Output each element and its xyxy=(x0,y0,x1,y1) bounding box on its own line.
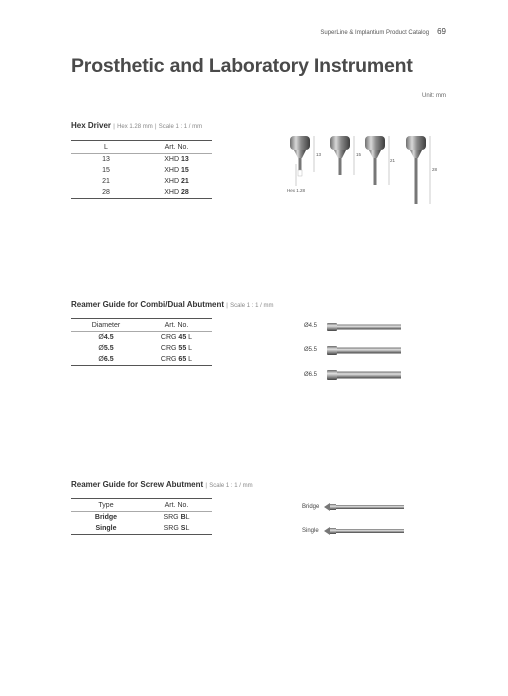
dimension-label: 21 xyxy=(390,158,396,163)
art-code: 15 xyxy=(180,167,189,174)
diameter-cell xyxy=(71,354,141,366)
reamer-combi-heading xyxy=(71,300,273,309)
reamer-combi-table xyxy=(71,318,212,366)
column-header: Art. No. xyxy=(141,319,212,332)
diameter-label: Ø6.5 xyxy=(304,372,318,378)
separator: | xyxy=(205,483,207,489)
reamer-6-5 xyxy=(327,370,401,380)
art-suffix: L xyxy=(185,514,190,521)
separator: | xyxy=(154,124,157,130)
art-no-cell xyxy=(141,523,212,535)
reamer-screw-illustration xyxy=(322,500,407,540)
art-prefix: XHD xyxy=(164,156,180,163)
dimension-label: 15 xyxy=(356,152,362,157)
table-header-row xyxy=(71,141,212,154)
type-value: Single xyxy=(95,525,117,532)
art-code: 55 xyxy=(178,345,187,352)
table-row xyxy=(71,354,212,366)
column-header: Art. No. xyxy=(141,141,212,154)
section-scale: Scale 1 : 1 / mm xyxy=(209,483,253,489)
table-header-row xyxy=(71,499,212,512)
length-cell: 15 xyxy=(102,167,110,174)
reamer-4-5 xyxy=(327,323,401,331)
separator: | xyxy=(113,124,115,130)
section-scale: Scale 1 : 1 / mm xyxy=(230,303,274,309)
art-prefix: SRG xyxy=(163,525,179,532)
diameter-value: 4.5 xyxy=(103,334,114,341)
separator: | xyxy=(226,303,228,309)
dimension-label: 28 xyxy=(432,167,438,172)
art-code: B xyxy=(180,514,186,521)
diameter-cell xyxy=(71,332,141,344)
art-no-cell xyxy=(141,154,212,166)
section-spec: Hex 1.28 mm xyxy=(117,124,153,130)
art-suffix: L xyxy=(185,525,190,532)
driver-28 xyxy=(406,136,426,204)
table-row xyxy=(71,176,212,187)
section-name: Reamer Guide for Combi/Dual Abutment xyxy=(71,300,225,309)
table-row xyxy=(71,512,212,524)
art-no-cell xyxy=(141,332,212,344)
hex-driver-heading xyxy=(71,121,202,130)
catalog-name: SuperLine & Implantium Product Catalog xyxy=(320,30,430,36)
art-code: 65 xyxy=(178,356,187,363)
reamer-screw-heading xyxy=(71,480,253,489)
diameter-label: Ø4.5 xyxy=(304,323,318,329)
driver-15 xyxy=(330,136,350,175)
table-row xyxy=(71,523,212,535)
diameter-value: 6.5 xyxy=(103,356,114,363)
table-row xyxy=(71,343,212,354)
column-header: Art. No. xyxy=(141,499,212,512)
length-cell: 13 xyxy=(102,156,110,163)
page-number: 69 xyxy=(437,27,446,36)
art-no-cell xyxy=(141,165,212,176)
column-header: Type xyxy=(71,499,141,512)
driver-21 xyxy=(365,136,385,185)
table-row xyxy=(71,154,212,166)
diameter-symbol: Ø xyxy=(98,356,104,363)
hex-driver-illustration xyxy=(280,128,440,218)
type-value: Bridge xyxy=(94,514,118,521)
art-code: 45 xyxy=(178,334,187,341)
art-prefix: SRG xyxy=(163,514,179,521)
art-code: 21 xyxy=(180,178,189,185)
table-row xyxy=(71,187,212,199)
art-code: 28 xyxy=(180,189,189,196)
art-no-cell xyxy=(141,512,212,524)
reamer-5-5 xyxy=(327,346,401,355)
art-prefix: CRG xyxy=(160,356,177,363)
diameter-symbol: Ø xyxy=(98,334,104,341)
table-row xyxy=(71,332,212,344)
diameter-label: Ø5.5 xyxy=(304,347,318,353)
page-title: Prosthetic and Laboratory Instrument xyxy=(71,55,413,77)
diameter-symbol: Ø xyxy=(98,345,104,352)
section-name: Hex Driver xyxy=(71,121,112,130)
art-code: 13 xyxy=(180,156,189,163)
column-header: L xyxy=(71,141,141,154)
art-suffix: L xyxy=(188,345,193,352)
art-prefix: XHD xyxy=(164,178,180,185)
section-name: Reamer Guide for Screw Abutment xyxy=(71,480,204,489)
art-no-cell xyxy=(141,343,212,354)
type-label: Single xyxy=(302,528,319,534)
art-prefix: CRG xyxy=(160,334,177,341)
art-no-cell xyxy=(141,176,212,187)
type-label: Bridge xyxy=(302,504,320,510)
table-header-row xyxy=(71,319,212,332)
length-cell: 21 xyxy=(102,178,110,185)
art-no-cell xyxy=(141,354,212,366)
hex-size-label: Hex 1.28 xyxy=(287,188,306,193)
art-suffix: L xyxy=(188,334,193,341)
art-suffix: L xyxy=(188,356,193,363)
page-header xyxy=(320,27,446,36)
art-code: S xyxy=(180,525,186,532)
unit-label: Unit: mm xyxy=(422,93,446,99)
column-header: Diameter xyxy=(71,319,141,332)
reamer-bridge xyxy=(324,503,404,511)
diameter-value: 5.5 xyxy=(103,345,114,352)
art-prefix: XHD xyxy=(164,189,180,196)
length-cell: 28 xyxy=(71,187,141,199)
art-prefix: XHD xyxy=(164,167,180,174)
hex-driver-table xyxy=(71,140,212,199)
diameter-cell xyxy=(71,343,141,354)
dimension-label: 13 xyxy=(316,152,322,157)
reamer-combi-illustration xyxy=(325,318,405,388)
art-prefix: CRG xyxy=(160,345,177,352)
type-cell xyxy=(71,512,141,524)
reamer-single xyxy=(324,527,404,535)
driver-13 xyxy=(290,136,310,172)
table-row xyxy=(71,165,212,176)
reamer-screw-table xyxy=(71,498,212,535)
type-cell xyxy=(71,523,141,535)
section-scale: Scale 1 : 1 / mm xyxy=(158,124,203,130)
art-no-cell xyxy=(141,187,212,199)
